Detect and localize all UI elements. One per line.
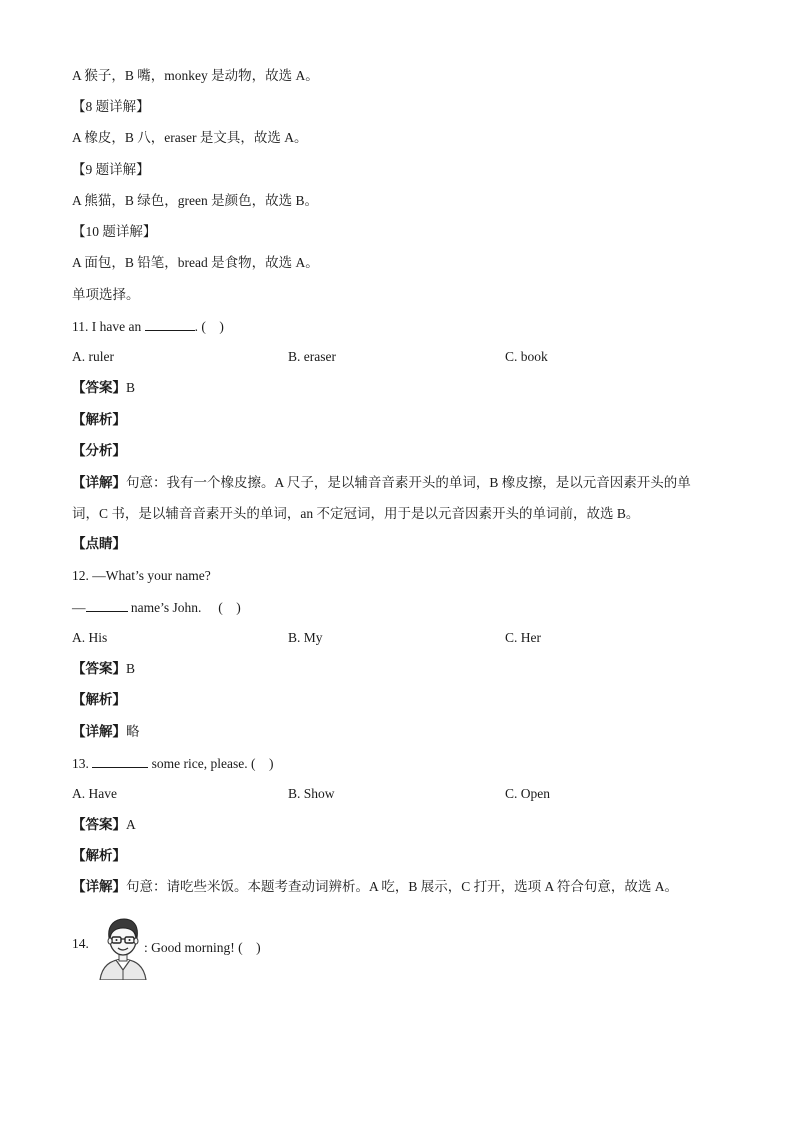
- q12-option-a: A. His: [72, 630, 108, 645]
- q12-answer-label: 【答案】: [72, 661, 126, 676]
- q12-blank: [86, 597, 128, 612]
- q11-prefix: 11. I have an: [72, 319, 142, 334]
- q13-detail: [72, 877, 678, 897]
- q11-detail-text-1: 句意：我有一个橡皮擦。A 尺子，是以辅音音素开头的单词，B 橡皮擦，是以元音因素开头的单: [126, 475, 691, 490]
- q12-option-b: B. My: [288, 630, 323, 645]
- q14-number: 14.: [72, 936, 89, 951]
- q11-detail-line-1: [72, 467, 722, 498]
- q11-answer: [72, 378, 135, 398]
- q13-blank: [92, 753, 148, 768]
- q13-stem: [72, 753, 273, 774]
- q12-option-c: C. Her: [505, 630, 541, 645]
- q11-analysis-label: 【解析】: [72, 412, 126, 427]
- q12-answer: [72, 659, 135, 679]
- q11-answer-label: 【答案】: [72, 380, 126, 395]
- q11-suffix: . ( ): [194, 319, 224, 334]
- q13-answer-value: A: [126, 817, 136, 832]
- q12-detail-label: 【详解】: [72, 724, 126, 739]
- q13-option-a: A. Have: [72, 786, 117, 801]
- heading-q10-detail: 【10 题详解】: [72, 224, 157, 239]
- q11-detail-line-2: 词，C 书，是以辅音音素开头的单词，an 不定冠词，用于是以元音因素开头的单词前，故选 B。: [72, 506, 640, 521]
- q13-option-b: B. Show: [288, 786, 335, 801]
- q12-dash: —: [72, 600, 86, 615]
- q13-answer-label: 【答案】: [72, 817, 126, 832]
- q14-text: : Good morning! ( ): [144, 940, 261, 955]
- section-title: 单项选择。: [72, 287, 140, 302]
- q11-option-c: C. book: [505, 349, 548, 364]
- heading-q8-detail: 【8 题详解】: [72, 99, 150, 114]
- q12-options: [72, 628, 722, 648]
- explanation-line-10: A 面包，B 铅笔，bread 是食物，故选 A。: [72, 255, 319, 270]
- q13-answer: [72, 815, 136, 835]
- q11-stem: [72, 316, 224, 337]
- q12-suffix: name’s John. ( ): [127, 600, 241, 615]
- q11-blank: [145, 316, 195, 331]
- heading-q9-detail: 【9 题详解】: [72, 162, 150, 177]
- q12-stem-line-1: 12. —What’s your name?: [72, 568, 211, 583]
- q11-answer-value: B: [126, 380, 136, 395]
- q12-detail: [72, 722, 140, 742]
- q11-option-a: A. ruler: [72, 349, 114, 364]
- q11-fenxi-label: 【分析】: [72, 443, 126, 458]
- explanation-line-7: A 猴子，B 嘴，monkey 是动物，故选 A。: [72, 68, 319, 83]
- q13-detail-text: 句意：请吃些米饭。本题考查动词辨析。A 吃，B 展示，C 打开，选项 A 符合句意，故选 A。: [126, 879, 679, 894]
- q11-detail-label: 【详解】: [72, 475, 126, 490]
- q11-options: [72, 347, 722, 367]
- q11-detail: [72, 467, 722, 529]
- q13-option-c: C. Open: [505, 786, 550, 801]
- explanation-line-9: A 熊猫，B 绿色，green 是颜色，故选 B。: [72, 193, 318, 208]
- q13-detail-label: 【详解】: [72, 879, 126, 894]
- q13-options: [72, 784, 722, 804]
- q11-option-b: B. eraser: [288, 349, 336, 364]
- q12-answer-value: B: [126, 661, 136, 676]
- q12-stem-line-2: [72, 597, 241, 618]
- q12-detail-text: 略: [126, 724, 140, 739]
- q13-analysis-label: 【解析】: [72, 848, 126, 863]
- explanation-line-8: A 橡皮，B 八，eraser 是文具，故选 A。: [72, 130, 308, 145]
- q13-suffix: some rice, please. ( ): [148, 756, 274, 771]
- q12-analysis-label: 【解析】: [72, 692, 126, 707]
- q13-prefix: 13.: [72, 756, 89, 771]
- q14-stem: [72, 914, 372, 980]
- q11-dianjing-label: 【点睛】: [72, 536, 126, 551]
